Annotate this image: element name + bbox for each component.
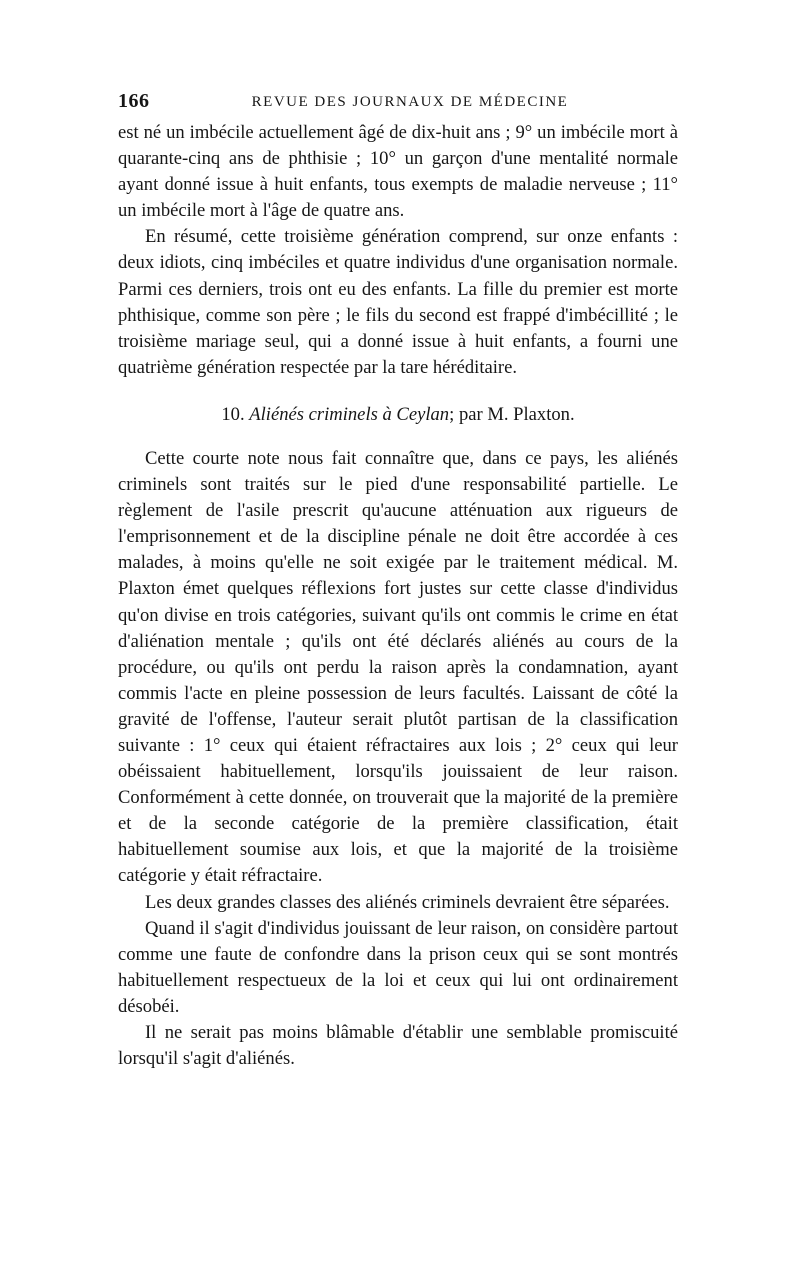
paragraph-reason: Quand il s'agit d'individus jouissant de leur raison, on considère partout comme une faute de confondre dans la prison ceux qui se sont montrés habituellement respectueux de la loi et ceux qui lui ont ordinairement désobéi.: [118, 917, 678, 1017]
paragraph-summary: En résumé, cette troisième génération comprend, sur onze enfants : deux idiots, cinq imbéciles et quatre individus d'une organisation normale. Parmi ces derniers, trois ont eu des enfants. La fille du premier est morte phthisique, comme son père ; le fils du second est frappé d'imbécillité ; le troisième mariage seul, qui a donné issue à huit enfants, a fourni une quatrième génération respectée par la tare héréditaire.: [118, 226, 678, 378]
paragraph-conclusion: Il ne serait pas moins blâmable d'établir une semblable promiscuité lorsqu'il s'agit d'aliénés.: [118, 1022, 678, 1070]
section-number: 10.: [221, 403, 245, 425]
page-number: 166: [118, 90, 150, 112]
paragraph-continuation: est né un imbécile actuellement âgé de dix-huit ans ; 9° un imbécile mort à quarante-cinq ans de phthisie ; 10° un garçon d'une mentalité normale ayant donné issue à huit enfants, tous exempts de maladie nerveuse ; 11° un imbécile mort à l'âge de quatre ans.: [118, 122, 678, 222]
journal-page: [118, 88, 678, 1072]
section-heading: [118, 402, 678, 428]
paragraph-body: Cette courte note nous fait connaître que, dans ce pays, les aliénés criminels sont traités sur le pied d'une responsabilité partielle. Le règlement de l'asile prescrit qu'aucune atténuation aux rigueurs de l'emprisonnement et de la discipline pénale ne doit être accordée à ces malades, à moins qu'elle ne soit exigée par le traitement médical. M. Plaxton émet quelques réflexions fort justes sur cette classe d'individus qu'on divise en trois catégories, suivant qu'ils ont commis le crime en état d'aliénation mentale ; qu'ils ont été déclarés aliénés au cours de la procédure, ou qu'ils ont perdu la raison après la condamnation, ayant commis l'acte en pleine possession de leurs facultés. Laissant de côté la gravité de l'offense, l'auteur serait plutôt partisan de la classification suivante : 1° ceux qui étaient réfractaires aux lois ; 2° ceux qui leur obéissaient habituellement, lorsqu'ils jouissaient de leur raison. Conformément à cette donnée, on trouverait que la majorité de la première et de la seconde catégorie de la première classification, était habituellement soumise aux lois, et que la majorité de la troisième catégorie y était réfractaire.: [118, 447, 678, 887]
section-title: Aliénés criminels à Ceylan: [249, 403, 450, 425]
section-separator: ;: [449, 403, 455, 425]
section-author: par M. Plaxton.: [458, 403, 575, 425]
page-header: [118, 88, 678, 120]
running-title: REVUE DES JOURNAUX DE MÉDECINE: [251, 94, 569, 110]
paragraph-separation: Les deux grandes classes des aliénés criminels devraient être séparées.: [144, 891, 670, 913]
